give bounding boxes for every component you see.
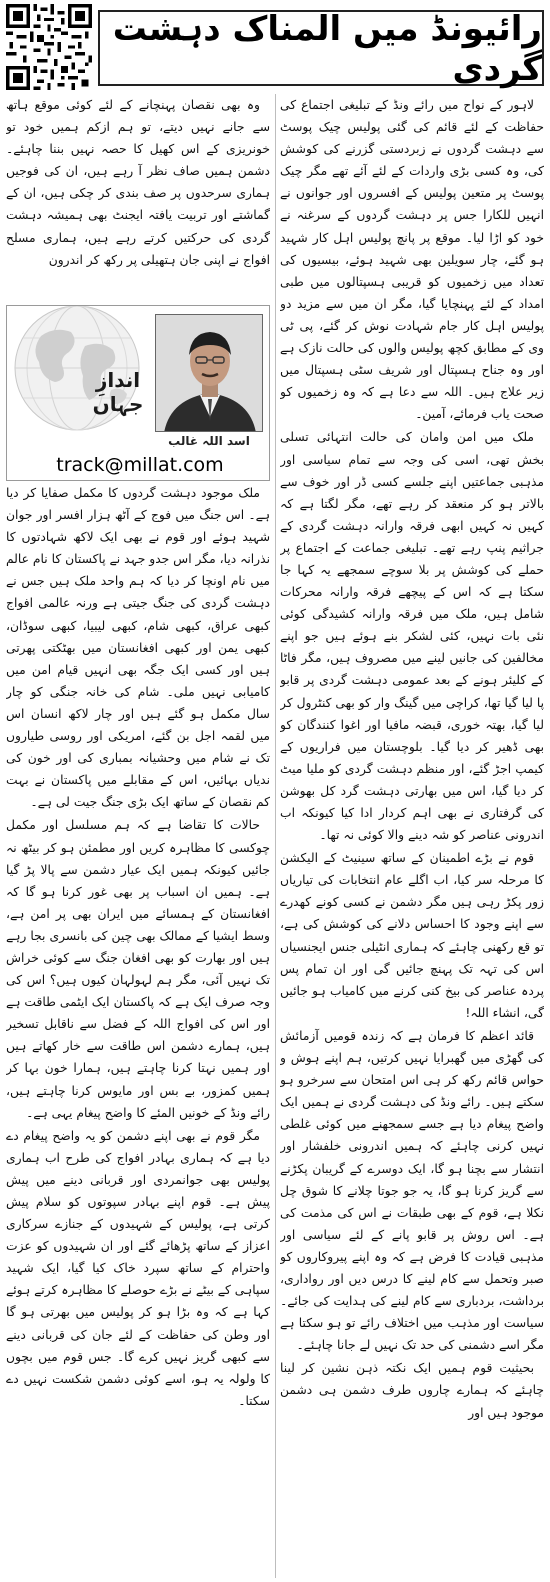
paragraph: ملک میں امن وامان کی حالت انتہائی تسلی بخش تھی، اسی کی وجہ سے تمام سیاسی اور مذہبی جماعتیں اپنے جلسے کسی ڈر اور خوف سے بالاتر ہو کر منعقد کر رہے تھے، مگر لگتا ہے کہ کہیں نہ کہیں ابھی فرقہ وارانہ دہشت گردی کے جراثیم پنپ رہے تھے۔ تبلیغی جماعت کے اجتماع پر حملے کی کوشش پر بلا سوچے سمجھے یہ کہا جا سکتا ہے کہ اس کے پیچھے فرقہ وارانہ محرکات شامل ہیں، ملک میں فرقہ وارانہ کشیدگی کوئی نئی بات نہیں، کئی لشکر بنے ہوئے ہیں جو اپنے مخالفین کی جانیں لینے میں مصروف ہیں، مگر فاٹا کے کلیئر ہونے کے بعد عمومی دہشت گردی پر قابو پا لیا گیا تھا، کراچی میں گینگ وار کو بھی کنٹرول کر لیا گیا، بھتہ خوری، قبضہ مافیا اور اغوا کنندگان کو بھی ڈھیر کر دیا گیا۔ بلوچستان میں فراریوں کے کیمپ اجڑ گئے، اور منظم دہشت گردی کو ملیا میٹ کر دیا گیا، اس میں بھارتی دہشت گرد کل بھوشن کی گرفتاری نے بھی اہم کردار ادا کیا کیونکہ اب اندرونی عناصر کو شہ دینے والا کوئی نہ تھا۔ — [280, 430, 544, 843]
paragraph: قوم نے بڑے اطمینان کے ساتھ سینیٹ کے الیکشن کا مرحلہ سر کیا، اب اگلے عام انتخابات کی تیاریاں زور پکڑ رہی ہیں مگر دشمن نے کسی کونے کھدرے سے اپنے وجود کا احساس دلانے کی کوشش کی ہے، تو قع رکھنی چاہئے کہ ہماری انٹیلی جنس ایجنسیاں اس کی تہہ تک پہنچ جائیں گی اور ان تمام پس پردہ عناصر کی بیخ کنی کرنے میں کامیاب ہو جائیں گی، انشاء اللہ! — [280, 851, 544, 1020]
author-photo — [155, 314, 263, 432]
paragraph: وہ بھی نقصان پہنچانے کے لئے کوئی موقع ہاتھ سے جانے نہیں دیتے، تو ہم ازکم ہمیں خود تو خونریزی کے اس کھیل کا حصہ نہیں بننا چاہئے۔ دشمن ہمیں صاف نظر آ رہے ہیں، ان کی فوجیں ہماری سرحدوں پر صف بندی کر چکی ہیں، ان کے گماشتے اور تربیت یافتہ ایجنٹ بھی ہمیشہ دہشت گردی کی حرکتیں کرتے رہے ہیں، ہماری مسلح افواج نے اپنی جان ہتھیلی پر رکھ کر اندرون — [6, 98, 270, 267]
left-text-column-bottom — [6, 482, 270, 1578]
columnist-box — [6, 305, 270, 481]
right-text-column — [280, 94, 544, 1578]
paragraph: لاہور کے نواح میں رائے ونڈ کے تبلیغی اجتماع کی حفاظت کے لئے قائم کی گئی پولیس چیک پوسٹ سے دہشت گردوں نے زبردستی گزرنے کی کوشش کی، وہ کسی بڑی واردات کے لئے آئے تھے مگر چیک پوسٹ پر متعین پولیس کے افسروں اور جوانوں نے انہیں للکارا جس پر دہشت گردوں کے سرغنہ نے خود کو اڑا لیا۔ موقع پر پانچ پولیس اہل کار شہید ہو گئے، چار سویلین بھی شہید ہوئے، بیسیوں کی تعداد میں زخمیوں کو قریبی ہسپتالوں میں طبی امداد کے لئے پہنچایا گیا، مگر ان میں سے مزید دو پولیس اہل کار جام شہادت نوش کر گئے، پی ٹی وی کے مطابق کچھ پولیس والوں کی حالت نازک ہے اور وہ جناح ہسپتال اور شریف سٹی ہسپتال میں زیر علاج ہیں۔ اللہ سے دعا ہے کہ وہ زخمیوں کو صحت یاب فرمائے، آمین۔ — [280, 98, 544, 422]
paragraph: بحیثیت قوم ہمیں ایک نکتہ ذہن نشین کر لینا چاہئے کہ ہمارے چاروں طرف دشمن ہی دشمن موجود ہیں اور — [280, 1361, 544, 1420]
qr-code-icon — [6, 4, 92, 90]
left-text-column-top — [6, 94, 270, 300]
paragraph: حالات کا تقاضا ہے کہ ہم مسلسل اور مکمل چوکسی کا مظاہرہ کریں اور مطمئن ہو کر بیٹھ نہ جائیں کیونکہ ہمیں ایک عیار دشمن سے پالا پڑ گیا ہے۔ ہمیں ان اسباب پر بھی غور کرنا ہو گا کہ افغانستان کے ہمسائے میں ایران بھی پر امن ہے، وسط ایشیا کے ممالک بھی چین کی بانسری بجا رہے ہیں اور بھارت کو بھی افغان جنگ سے کوئی خراش تک نہیں آئی، مگر ہم لہولہان کیوں ہیں؟ اس کی وجہ صرف ایک ہے کہ پاکستان ایک ایٹمی طاقت ہے اور اس کی افواج اللہ کے فضل سے ناقابل تسخیر ہیں، ہمارے دشمن اس طاقت سے خار کھاتے ہیں اور ہمیں نہتا کرنا چاہتے ہیں، ہمارا خون بہا کر ہمیں کمزور، بے بس اور مایوس کرنا چاہتے ہیں، رائے ونڈ کے خونیں المئے کا واضح پیغام یہی ہے۔ — [6, 818, 270, 1120]
article-headline: رائیونڈ میں المناک دہشت گردی — [112, 8, 542, 89]
column-divider — [275, 94, 276, 1578]
author-name: اسد اللہ غالب — [168, 434, 250, 448]
paragraph: مگر قوم نے بھی اپنے دشمن کو یہ واضح پیغام دے دیا ہے کہ ہماری بہادر افواج کی طرح اب ہماری پولیس بھی جوانمردی اور قربانی دینے میں پیش پیش ہے۔ قوم اپنے بہادر سپوتوں کو سلام پیش کرتی ہے، پولیس کے شہیدوں کے جنازے سرکاری اعزاز کے ساتھ پڑھائے گئے اور ان شہیدوں کو عزت واحترام کے ساتھ سپرد خاک کیا گیا، ایک شہید سپاہی کے بیٹے نے بڑے حوصلے کا مظاہرہ کرتے ہوئے کہا ہے کہ وہ بڑا ہو کر پولیس میں بھرتی ہو گا اور وطن کی حفاظت کے لئے جان کی قربانی دینے سے کبھی گریز نہیں کرے گا۔ جس قوم میں بچوں کا ولولہ یہ ہو، اسے کوئی دشمن شکست نہیں دے سکتا۔ — [6, 1128, 270, 1408]
paragraph: قائد اعظم کا فرمان ہے کہ زندہ قومیں آزمائش کی گھڑی میں گھبرایا نہیں کرتیں، ہم اپنے ہوش و حواس قائم رکھ کر ہی اس امتحان سے سرخرو ہو سکتے ہیں۔ رائے ونڈ کی دہشت گردی نے ہمیں ایک واضح پیغام دیا ہے جسے سمجھنے میں کوئی غلطی نہیں کرنی چاہئے کہ ہمیں اندرونی خلفشار اور انتشار سے بچنا ہو گا، ایک دوسرے کے گریبان پکڑنے سے گریز کرنا ہو گا، یہ جو جوتا چلانے کا شوق چل نکلا ہے، قوم کے بھی طبقات نے اس کی مذمت کی ہے۔ اس روش پر قابو پانے کے لئے سیاسی اور مذہبی قیادت کا فرض ہے کہ وہ اپنے پیروکاروں کو صبر وتحمل سے کام لینے کا درس دیں اور رواداری، برداشت، بردباری سے کام لینے کی ہدایت کی جائے۔ سیاست اور مذہب میں اختلاف رائے تو ہو سکتا ہے مگر اسے دشمنی کی حد تک نہیں لے جانا چاہئے۔ — [280, 1028, 544, 1353]
column-name: اندازِ جہاں — [92, 368, 144, 416]
paragraph: ملک موجود دہشت گردوں کا مکمل صفایا کر دیا ہے۔ اس جنگ میں فوج کے آٹھ ہزار افسر اور جوان شہید ہوئے اور قوم نے بھی ایک لاکھ شہادتوں کا نذرانہ دیا، مگر اس جدو جہد نے پاکستان کا نام عالم میں نام اونچا کر دیا کہ ہم واحد ملک ہیں جس نے دہشت گردی کی جنگ جیتی ہے ورنہ عالمی افواج کبھی عراق، کبھی شام، کبھی لیبیا، کبھی سوڈان، کبھی یمن اور کبھی افغانستان میں بھٹکتی پھرتی ہیں اور کسی ایک جگہ بھی انہیں قیام امن میں کامیابی نہیں ملی۔ شام کی خانہ جنگی کو چار سال مکمل ہو گئے ہیں اور چار لاکھ انسان اس میں لقمہ اجل بن گئے، امریکی اور روسی طیاروں تک نے شام میں وحشیانہ بمباری کی اور خون کی ندیاں بہائیں، اس کے مقابلے میں پاکستان نے بہت کم نقصان کے ساتھ ایک بڑی جنگ جیت لی ہے۔ — [6, 486, 270, 810]
author-email[interactable]: track@millat.com — [56, 454, 224, 476]
author-portrait-icon — [156, 315, 263, 432]
headline-banner — [98, 8, 544, 89]
